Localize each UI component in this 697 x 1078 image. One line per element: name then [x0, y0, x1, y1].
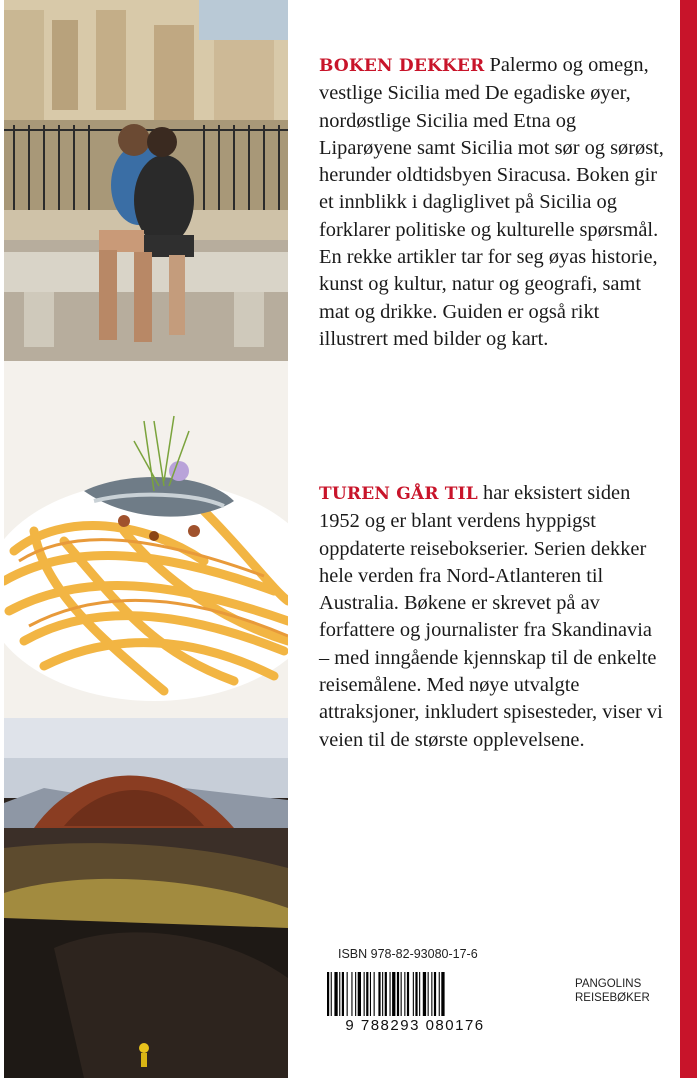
publisher-line2: REISEBØKER — [575, 992, 650, 1004]
barcode — [313, 972, 518, 1032]
lead-turen-gar-til: TUREN GÅR TIL — [319, 484, 478, 504]
red-spine-stripe — [680, 0, 697, 1078]
lead-boken-dekker: BOKEN DEKKER — [319, 56, 485, 76]
description-block-contents — [319, 52, 664, 353]
isbn-label: ISBN 978-82-93080-17-6 — [338, 947, 478, 961]
barcode-digits: 9 788293 080176 — [345, 1017, 485, 1032]
photo-pasta-sardines — [4, 361, 288, 718]
photo-etna-crater — [4, 718, 288, 1078]
publisher-line1: PANGOLINS — [575, 978, 642, 990]
description-block-series — [319, 480, 664, 754]
series-text: har eksistert siden 1952 og er blant verdens hyppigst oppdaterte reisebokserier. Serien dekker hele verden fra Nord-Atlanteren til Australia. Bøkene er skrevet på av forfattere og journalister fra Skandinavia – med inngående kjennskap til de enkelte reisemålene. Med nøye utvalgte attraksjoner, inkludert spisesteder, viser vi veien til de største opplevelsene. — [319, 482, 663, 751]
contents-text: Palermo og omegn, vestlige Sicilia med De egadiske øyer, nordøstlige Sicilia med Etna og Liparøyene samt Sicilia mot sør og sørøst, herunder oldtidsbyen Siracusa. Boken gir et innblikk i dagliglivet på Sicilia og forklarer politiske og kulturelle spørsmål. En rekke artikler tar for seg øyas historie, kunst og kultur, natur og geografi, samt mat og drikke. Guiden er også rikt illustrert med bilder og kart. — [319, 54, 664, 350]
photo-palermo-couple — [4, 0, 288, 361]
publisher-logo — [575, 977, 650, 1005]
